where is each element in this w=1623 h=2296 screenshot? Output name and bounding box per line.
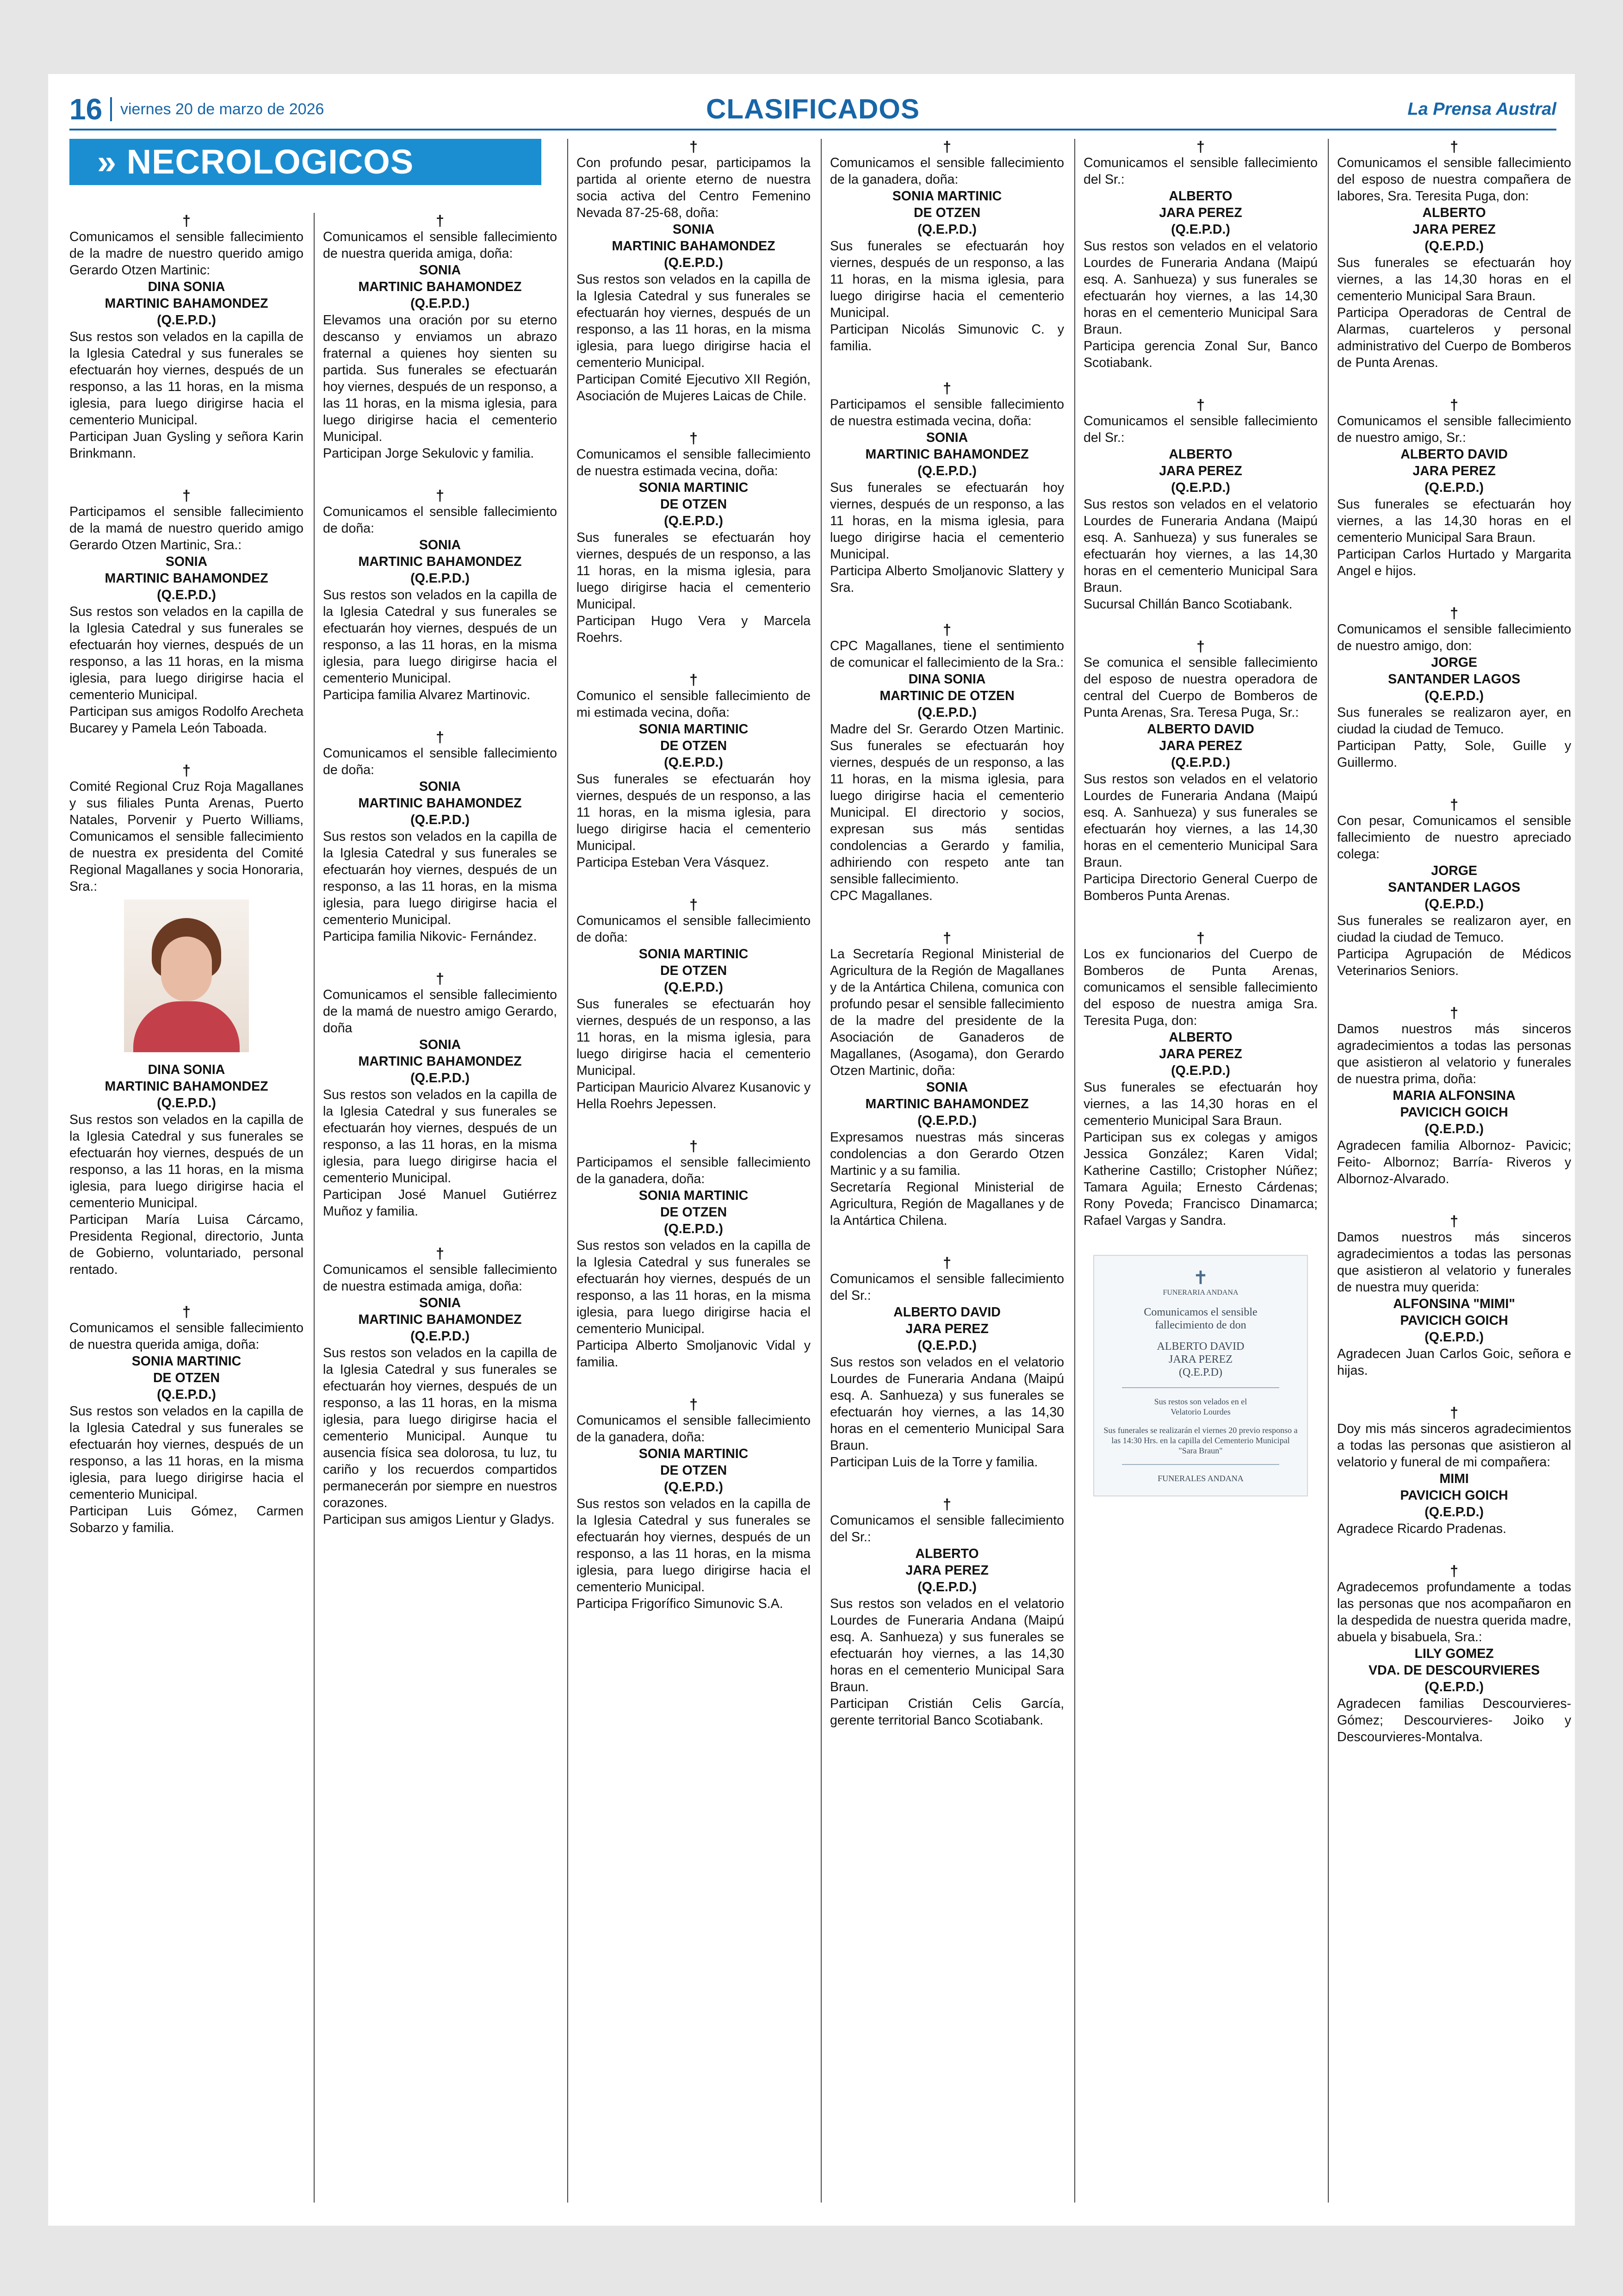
column-2	[323, 213, 557, 2203]
qepd-label: (Q.E.P.D.)	[664, 514, 723, 528]
qepd-label: (Q.E.P.D.)	[157, 1096, 216, 1111]
qepd-label: (Q.E.P.D.)	[664, 1222, 723, 1236]
cross-icon: †	[182, 487, 191, 504]
deceased-surname: DE OTZEN	[660, 1463, 727, 1478]
cross-icon: †	[943, 1496, 951, 1513]
notice-intro: Comunicamos el sensible fallecimiento de nuestra querida amiga, doña:	[323, 230, 557, 261]
notice-intro: Comunicamos el sensible fallecimiento del esposo de nuestra compañera de labores, Sra. Teresita Puga, don:	[1337, 155, 1571, 204]
deceased-surname: PAVICICH GOICH	[1400, 1105, 1508, 1120]
notice-body: Sus funerales se efectuarán hoy viernes, después de un responso, a las 11 horas, en la misma iglesia, para luego dirigirse hacia el cementerio Municipal.	[830, 239, 1064, 320]
section-title: CLASIFICADOS	[706, 93, 920, 124]
deceased-name: MIMI	[1439, 1471, 1469, 1486]
deceased-surname: DE OTZEN	[153, 1371, 220, 1385]
page-number: 16	[69, 93, 103, 126]
obituary-notice	[1337, 605, 1571, 771]
deceased-surname: JARA PEREZ	[905, 1322, 989, 1336]
qepd-label: (Q.E.P.D.)	[1425, 239, 1484, 254]
obituary-notice	[830, 1255, 1064, 1471]
deceased-name: DINA SONIA	[148, 1062, 225, 1077]
deceased-name: ALBERTO	[1169, 189, 1233, 204]
obituary-notice	[830, 622, 1064, 904]
photo-face	[161, 937, 212, 1001]
cross-icon: †	[436, 1245, 444, 1262]
deceased-surname: JARA PEREZ	[1412, 464, 1496, 478]
deceased-name: ALBERTO	[915, 1546, 979, 1561]
cross-icon: †	[1450, 139, 1458, 155]
qepd-label: (Q.E.P.D.)	[917, 1338, 977, 1353]
notice-intro: Participamos el sensible fallecimiento de la ganadera, doña:	[576, 1155, 811, 1186]
deceased-name: LILY GOMEZ	[1414, 1646, 1494, 1661]
notice-intro: La Secretaría Regional Ministerial de Agricultura de la Región de Magallanes y de la Antártica Chilena, comunica con profundo pesar el sensible fallecimiento de la madre del presidente de la Asociación de Ganaderos de Magallanes, (Asogama), don Gerardo Otzen Martinic, doña:	[830, 947, 1064, 1078]
obituary-notice	[576, 139, 811, 404]
deceased-surname: JARA PEREZ	[1159, 738, 1242, 753]
deceased-surname: PAVICICH GOICH	[1400, 1313, 1508, 1328]
obituary-notice	[830, 139, 1064, 354]
notice-signature: Participa familia Alvarez Martinovic.	[323, 688, 531, 702]
notice-intro: CPC Magallanes, tiene el sentimiento de comunicar el fallecimiento de la Sra.:	[830, 639, 1064, 670]
obituary-notice	[830, 380, 1064, 596]
spacer	[1103, 1332, 1298, 1340]
column-divider	[1328, 139, 1329, 2203]
notice-signature: Participan sus amigos Rodolfo Arecheta Bucarey y Pamela León Taboada.	[69, 704, 304, 736]
notice-signature: Participan Luis Gómez, Carmen Sobarzo y familia.	[69, 1504, 304, 1535]
deceased-name: ALBERTO	[1422, 205, 1486, 220]
qepd-label: (Q.E.P.D.)	[664, 255, 723, 270]
cross-icon: †	[1450, 1213, 1458, 1229]
obituary-notice	[69, 213, 304, 462]
qepd-label: (Q.E.P.D.)	[157, 1387, 216, 1402]
notice-intro: Comunicamos el sensible fallecimiento de nuestra querida amiga, doña:	[69, 1321, 304, 1352]
cross-icon: †	[943, 380, 951, 397]
obituary-notice	[323, 488, 557, 703]
deceased-name: ALBERTO	[1169, 1030, 1233, 1045]
card-line: Sus funerales se realizarán el viernes 20 previo responso a las 14:30 Hrs. en la capilla del Cementerio Municipal "Sara Braun"	[1103, 1426, 1298, 1455]
card-brand: FUNERARIA ANDANA	[1163, 1289, 1239, 1297]
notice-intro: Comunicamos el sensible fallecimiento del Sr.:	[1084, 155, 1318, 187]
notice-body: Sus restos son velados en el velatorio Lourdes de Funeraria Andana (Maipú esq. A. Sanhueza) y sus funerales se efectuarán hoy viernes, a las 14,30 horas en el cementerio Municipal Sara Braun.	[1084, 239, 1318, 337]
obituary-notice	[1337, 1563, 1571, 1745]
notice-signature: Agradecen Juan Carlos Goic, señora e hijas.	[1337, 1347, 1571, 1378]
notice-body: Sus funerales se efectuarán hoy viernes, a las 14,30 horas en el cementerio Municipal Sara Braun.	[1084, 1080, 1318, 1128]
deceased-name: JORGE	[1431, 655, 1477, 670]
cross-icon: †	[943, 621, 951, 638]
qepd-label: (Q.E.P.D.)	[410, 1329, 470, 1344]
deceased-surname: MARTINIC BAHAMONDEZ	[865, 1097, 1029, 1111]
notice-intro: Comunico el sensible fallecimiento de mi estimada vecina, doña:	[576, 689, 811, 720]
notice-signature: Participa Alberto Smoljanovic Slattery y Sra.	[830, 564, 1064, 595]
notice-signature: Participan Cristián Celis García, gerente territorial Banco Scotiabank.	[830, 1696, 1064, 1728]
deceased-surname: MARTINIC BAHAMONDEZ	[105, 296, 268, 311]
notice-intro: Comunicamos el sensible fallecimiento de la mamá de nuestro amigo Gerardo, doña	[323, 987, 557, 1036]
deceased-surname: JARA PEREZ	[1159, 205, 1242, 220]
qepd-label: (Q.E.P.D.)	[1425, 1680, 1484, 1694]
deceased-surname: MARTINIC BAHAMONDEZ	[105, 1079, 268, 1094]
cross-icon: †	[436, 729, 444, 745]
obituary-notice	[1084, 397, 1318, 613]
deceased-name: SONIA MARTINIC	[892, 189, 1002, 204]
cross-icon: †	[1450, 605, 1458, 621]
deceased-surname: MARTINIC BAHAMONDEZ	[358, 279, 522, 294]
qepd-label: (Q.E.P.D.)	[410, 1071, 470, 1086]
notice-intro: Comunicamos el sensible fallecimiento de doña:	[576, 913, 811, 945]
notice-intro: Comunicamos el sensible fallecimiento de nuestra estimada amiga, doña:	[323, 1262, 557, 1294]
notice-signature: Participa gerencia Zonal Sur, Banco Scotiabank.	[1084, 339, 1318, 370]
obituary-notice	[576, 1138, 811, 1371]
deceased-name: SONIA MARTINIC	[638, 947, 749, 962]
notice-body: Madre del Sr. Gerardo Otzen Martinic. Sus funerales se efectuarán hoy viernes, después de un responso, a las 11 horas, en la misma iglesia, para luego dirigirse hacia el cementerio Municipal. El directorio y socios, expresan sus más sentidas condolencias a Gerardo y familia, adhiriendo con respeto ante tan sensible fallecimiento.	[830, 722, 1064, 887]
obituary-notice	[323, 971, 557, 1220]
qepd-label: (Q.E.P.D.)	[917, 1113, 977, 1128]
deceased-surname: JARA PEREZ	[1159, 1047, 1242, 1061]
cross-icon: †	[689, 896, 698, 913]
deceased-surname: MARTINIC BAHAMONDEZ	[358, 796, 522, 811]
deceased-name: ALFONSINA "MIMI"	[1393, 1297, 1515, 1311]
notice-signature: Participan Patty, Sole, Guille y Guillermo.	[1337, 738, 1571, 770]
obituary-notice	[323, 729, 557, 945]
notice-signature: Agradece Ricardo Pradenas.	[1337, 1521, 1506, 1536]
notice-body: Sus restos son velados en el velatorio Lourdes de Funeraria Andana (Maipú esq. A. Sanhueza) y sus funerales se efectuarán hoy viernes, a las 14,30 horas en el cementerio Municipal Sara Braun.	[1084, 497, 1318, 595]
notice-signature: Participa Agrupación de Médicos Veterinarios Seniors.	[1337, 947, 1571, 978]
notice-signature: Participan sus ex colegas y amigos Jessica González; Karen Vidal; Katherine Castillo; Cristopher Núñez; Tamara Aguila; Ernesto Cárdenas; Rony Poveda; Francisco Dinamarca; Rafael Vargas y Sandra.	[1084, 1130, 1318, 1228]
deceased-photo	[124, 900, 249, 1052]
notice-body: Sus restos son velados en el velatorio Lourdes de Funeraria Andana (Maipú esq. A. Sanhueza) y sus funerales se efectuarán hoy viernes, a las 14,30 horas en el cementerio Municipal Sara Braun.	[830, 1596, 1064, 1694]
notice-intro: Comunicamos el sensible fallecimiento del Sr.:	[1084, 414, 1318, 445]
obituary-notice	[576, 897, 811, 1112]
notice-signature: Participa Esteban Vera Vásquez.	[576, 855, 769, 870]
notice-signature: Participan sus amigos Lientur y Gladys.	[323, 1512, 555, 1527]
deceased-surname: JARA PEREZ	[1412, 222, 1496, 237]
notice-body: Sus restos son velados en la capilla de la Iglesia Catedral y sus funerales se efectuarán hoy viernes, después de un responso, a las 11 horas, en la misma iglesia, para luego dirigirse hacia el cementerio Municipal.	[323, 1087, 557, 1185]
obituary-notice	[576, 672, 811, 871]
cross-icon: †	[1450, 796, 1458, 813]
deceased-surname: VDA. DE DESCOURVIERES	[1368, 1663, 1540, 1678]
qepd-label: (Q.E.P.D.)	[1171, 755, 1230, 770]
obituary-notice	[1084, 139, 1318, 371]
deceased-surname: MARTINIC BAHAMONDEZ	[358, 1054, 522, 1069]
notice-intro: Doy mis más sinceros agradecimientos a todas las personas que asistieron al velatorio y funeral de mi compañera:	[1337, 1421, 1571, 1470]
obituary-notice	[576, 1396, 811, 1612]
qepd-label: (Q.E.P.D.)	[1425, 480, 1484, 495]
notice-body: Sus restos son velados en la capilla de la Iglesia Catedral y sus funerales se efectuarán hoy viernes, después de un responso, a las 11 horas, en la misma iglesia, para luego dirigirse hacia el cementerio Municipal.	[69, 604, 304, 702]
deceased-surname: DE OTZEN	[913, 205, 981, 220]
deceased-surname: DE OTZEN	[660, 497, 727, 512]
column-5	[1084, 139, 1318, 2203]
necrologicos-banner: » NECROLOGICOS	[69, 139, 541, 185]
cross-icon: †	[1450, 1404, 1458, 1421]
card-line: Comunicamos el sensible	[1144, 1306, 1258, 1318]
qepd-label: (Q.E.P.D.)	[1171, 480, 1230, 495]
qepd-label: (Q.E.P.D.)	[1425, 689, 1484, 703]
notice-signature: Sucursal Chillán Banco Scotiabank.	[1084, 597, 1293, 612]
notice-intro: Comunicamos el sensible fallecimiento de nuestro amigo, Sr.:	[1337, 414, 1571, 445]
notice-body: Sus funerales se realizaron ayer, en ciudad la ciudad de Temuco.	[1337, 705, 1571, 737]
notice-signature: Participa familia Nikovic- Fernández.	[323, 929, 537, 944]
page-header	[69, 93, 1556, 126]
cross-icon: †	[436, 970, 444, 987]
cross-icon: †	[182, 762, 191, 779]
card-rule	[1122, 1387, 1279, 1388]
deceased-name: ALBERTO DAVID	[1147, 722, 1254, 737]
cross-icon: †	[436, 487, 444, 504]
notice-body: Expresamos nuestras más sinceras condolencias a don Gerardo Otzen Martinic y a su familia.	[830, 1130, 1064, 1178]
deceased-name: SONIA	[672, 222, 715, 237]
deceased-name: SONIA	[419, 538, 461, 552]
card-name: ALBERTO DAVID	[1157, 1340, 1245, 1353]
notice-body: Sus funerales se efectuarán hoy viernes, después de un responso, a las 11 horas, en la misma iglesia, para luego dirigirse hacia el cementerio Municipal.	[576, 997, 811, 1078]
deceased-name: ALBERTO DAVID	[893, 1305, 1001, 1320]
deceased-surname: MARTINIC BAHAMONDEZ	[358, 554, 522, 569]
notice-intro: Participamos el sensible fallecimiento de nuestra estimada vecina, doña:	[830, 397, 1064, 428]
notice-intro: Los ex funcionarios del Cuerpo de Bomberos de Punta Arenas, comunicamos el sensible fallecimiento del esposo de nuestra amiga Sra. Teresita Puga, don:	[1084, 947, 1318, 1028]
qepd-label: (Q.E.P.D.)	[1425, 1330, 1484, 1345]
qepd-label: (Q.E.P.D.)	[917, 1580, 977, 1595]
qepd-label: (Q.E.P.D.)	[917, 464, 977, 478]
deceased-name: SONIA	[165, 554, 208, 569]
obituary-notice	[323, 1246, 557, 1528]
notice-intro: Comunicamos el sensible fallecimiento de nuestra estimada vecina, doña:	[576, 447, 811, 478]
header-rule	[69, 129, 1556, 130]
qepd-label: (Q.E.P.D.)	[410, 296, 470, 311]
deceased-surname: DE OTZEN	[660, 1205, 727, 1220]
notice-signature: Participa Frigorífico Simunovic S.A.	[576, 1596, 783, 1611]
qepd-label: (Q.E.P.D.)	[664, 980, 723, 995]
notice-body: Sus restos son velados en la capilla de la Iglesia Catedral y sus funerales se efectuarán hoy viernes, después de un responso, a las 11 horas, en la misma iglesia, para luego dirigirse hacia el cementerio Municipal.	[69, 1112, 304, 1210]
notice-signature: Participan Mauricio Alvarez Kusanovic y Hella Roehrs Jepessen.	[576, 1080, 811, 1111]
deceased-name: SONIA	[926, 430, 968, 445]
obituary-notice	[1084, 930, 1318, 1229]
qepd-label: (Q.E.P.D.)	[664, 1480, 723, 1495]
funeral-card	[1093, 1255, 1308, 1496]
obituary-notice	[1337, 139, 1571, 371]
notice-intro: Comunicamos el sensible fallecimiento del Sr.:	[830, 1272, 1064, 1303]
qepd-label: (Q.E.P.D.)	[157, 588, 216, 602]
card-rule	[1122, 1464, 1279, 1465]
notice-intro: Comunicamos el sensible fallecimiento de la ganadera, doña:	[830, 155, 1064, 187]
deceased-surname: PAVICICH GOICH	[1400, 1488, 1508, 1503]
notice-body: Elevamos una oración por su eterno descanso y enviamos un abrazo fraternal a quienes hoy sienten su partida. Sus funerales se efectuarán hoy viernes, después de un responso, a las 11 horas, en la misma iglesia, para luego dirigirse hacia el cementerio Municipal.	[323, 313, 557, 444]
notice-body: Sus restos son velados en la capilla de la Iglesia Catedral y sus funerales se efectuarán hoy viernes, después de un responso, a las 11 horas, en la misma iglesia, para luego dirigirse hacia el cementerio Municipal. Aunque tu ausencia física sea dolorosa, tu luz, tu cariño y los recuerdos compartidos permanecerán por siempre en nuestros corazones.	[323, 1346, 557, 1510]
cross-icon: †	[1450, 1563, 1458, 1579]
deceased-name: JORGE	[1431, 863, 1477, 878]
obituary-notice	[830, 1496, 1064, 1729]
deceased-surname: MARTINIC BAHAMONDEZ	[358, 1312, 522, 1327]
deceased-surname: MARTINIC BAHAMONDEZ	[612, 239, 775, 254]
notice-intro: Agradecemos profundamente a todas las personas que nos acompañaron en la despedida de nuestra querida madre, abuela y bisabuela, Sra.:	[1337, 1580, 1571, 1644]
spacer	[1103, 1417, 1298, 1425]
deceased-name: ALBERTO	[1169, 447, 1233, 462]
notice-body: Sus restos son velados en la capilla de la Iglesia Catedral y sus funerales se efectuarán hoy viernes, después de un responso, a las 11 horas, en la misma iglesia, para luego dirigirse hacia el cementerio Municipal.	[323, 588, 557, 686]
column-divider	[1074, 139, 1075, 2203]
deceased-surname: MARTINIC BAHAMONDEZ	[865, 447, 1029, 462]
card-surname: JARA PEREZ	[1168, 1353, 1233, 1365]
notice-body: Sus restos son velados en la capilla de la Iglesia Catedral y sus funerales se efectuarán hoy viernes, después de un responso, a las 11 horas, en la misma iglesia, para luego dirigirse hacia el cementerio Municipal.	[323, 829, 557, 927]
publication-date: viernes 20 de marzo de 2026	[120, 100, 324, 118]
cross-icon: †	[943, 1254, 951, 1271]
notice-intro: Comité Regional Cruz Roja Magallanes y sus filiales Punta Arenas, Puerto Natales, Porvenir y Puerto Williams, Comunicamos el sensible fallecimiento de nuestra ex presidenta del Comité Regional Magallanes y socia Honoraria, Sra.:	[69, 779, 304, 894]
cross-icon: †	[182, 1303, 191, 1320]
deceased-name: SONIA MARTINIC	[638, 1446, 749, 1461]
deceased-name: SONIA	[419, 263, 461, 278]
notice-intro: Comunicamos el sensible fallecimiento de la ganadera, doña:	[576, 1413, 811, 1445]
notice-intro: Comunicamos el sensible fallecimiento de doña:	[323, 504, 557, 536]
card-line: fallecimiento de don	[1155, 1319, 1246, 1331]
column-divider	[567, 139, 568, 2203]
obituary-notice	[69, 488, 304, 737]
notice-body: Sus funerales se realizaron ayer, en ciudad la ciudad de Temuco.	[1337, 913, 1571, 945]
column-divider	[821, 139, 822, 2203]
notice-intro: Comunicamos el sensible fallecimiento de nuestro amigo, don:	[1337, 622, 1571, 653]
column-4	[830, 139, 1064, 2203]
cross-icon: †	[689, 1396, 698, 1413]
notice-intro: Comunicamos el sensible fallecimiento del Sr.:	[830, 1513, 1064, 1545]
cross-icon: †	[943, 139, 951, 155]
card-qepd: (Q.E.P.D)	[1179, 1366, 1222, 1378]
notice-intro: Con profundo pesar, participamos la partida al oriente eterno de nuestra socia activa del Centro Femenino Nevada 87-25-68, doña:	[576, 155, 811, 220]
deceased-name: SONIA	[926, 1080, 968, 1095]
deceased-name: MARIA ALFONSINA	[1393, 1088, 1516, 1103]
notice-signature: CPC Magallanes.	[830, 888, 933, 903]
cross-icon: †	[689, 671, 698, 688]
card-line: Sus restos son velados en el	[1154, 1397, 1247, 1406]
cross-icon: †	[1450, 397, 1458, 413]
qepd-label: (Q.E.P.D.)	[157, 313, 216, 328]
notice-body: Sus restos son velados en la capilla de la Iglesia Catedral y sus funerales se efectuarán hoy viernes, después de un responso, a las 11 horas, en la misma iglesia, para luego dirigirse hacia el cementerio Municipal.	[576, 1238, 811, 1336]
notice-signature: Participan José Manuel Gutiérrez Muñoz y familia.	[323, 1187, 557, 1219]
notice-signature: Participa Directorio General Cuerpo de Bomberos Punta Arenas.	[1084, 872, 1318, 903]
qepd-label: (Q.E.P.D.)	[410, 571, 470, 586]
cross-icon: †	[1196, 930, 1205, 946]
deceased-surname: JARA PEREZ	[1159, 464, 1242, 478]
notice-body: Sus funerales se efectuarán hoy viernes, después de un responso, a las 11 horas, en la misma iglesia, para luego dirigirse hacia el cementerio Municipal.	[576, 530, 811, 612]
obituary-notice	[1337, 1005, 1571, 1187]
column-6	[1337, 139, 1571, 2203]
qepd-label: (Q.E.P.D.)	[917, 222, 977, 237]
notice-intro: Comunicamos el sensible fallecimiento de la madre de nuestro querido amigo Gerardo Otzen Martinic:	[69, 230, 304, 278]
qepd-label: (Q.E.P.D.)	[664, 755, 723, 770]
notice-body: Sus restos son velados en la capilla de la Iglesia Catedral y sus funerales se efectuarán hoy viernes, después de un responso, a las 11 horas, en la misma iglesia, para luego dirigirse hacia el cementerio Municipal.	[69, 329, 304, 428]
deceased-name: SONIA MARTINIC	[638, 480, 749, 495]
qepd-label: (Q.E.P.D.)	[1171, 222, 1230, 237]
cross-icon: †	[943, 930, 951, 946]
notice-signature: Participan Jorge Sekulovic y familia.	[323, 446, 534, 461]
cross-icon: †	[1450, 1005, 1458, 1021]
cross-icon: †	[689, 430, 698, 447]
notice-intro: Con pesar, Comunicamos el sensible fallecimiento de nuestro apreciado colega:	[1337, 813, 1571, 862]
deceased-name: SONIA MARTINIC	[638, 722, 749, 737]
cross-icon: †	[689, 139, 698, 155]
card-footer: FUNERALES ANDANA	[1158, 1474, 1244, 1483]
notice-intro: Damos nuestros más sinceros agradecimientos a todas las personas que asistieron al velatorio y funerales de nuestra muy querida:	[1337, 1230, 1571, 1295]
column-divider	[314, 213, 315, 2203]
deceased-surname: DE OTZEN	[660, 738, 727, 753]
deceased-name: SONIA MARTINIC	[638, 1188, 749, 1203]
notice-signature: Participan Juan Gysling y señora Karin Brinkmann.	[69, 429, 304, 461]
obituary-notice	[69, 1304, 304, 1536]
notice-signature: Participan Comité Ejecutivo XII Región, Asociación de Mujeres Laicas de Chile.	[576, 372, 811, 403]
notice-signature: Participan Luis de la Torre y familia.	[830, 1455, 1038, 1470]
obituary-notice	[830, 930, 1064, 1229]
notice-body: Sus restos son velados en el velatorio Lourdes de Funeraria Andana (Maipú esq. A. Sanhueza) y sus funerales se efectuarán hoy viernes, a las 14,30 horas en el cementerio Municipal Sara Braun.	[1084, 772, 1318, 870]
deceased-name: SONIA	[419, 1037, 461, 1052]
notice-intro: Damos nuestros más sinceros agradecimientos a todas las personas que asistieron al velatorio y funerales de nuestra prima, doña:	[1337, 1022, 1571, 1086]
column-3	[576, 139, 811, 2203]
obituary-notice	[1337, 397, 1571, 579]
card-line: Velatorio Lourdes	[1171, 1407, 1231, 1416]
obituary-notice	[1337, 1405, 1571, 1537]
angel-icon: ✝	[1193, 1267, 1208, 1288]
notice-body: Sus funerales se efectuarán hoy viernes, después de un responso, a las 11 horas, en la misma iglesia, para luego dirigirse hacia el cementerio Municipal.	[576, 772, 811, 853]
notice-signature: Participa Operadoras de Central de Alarmas, cuarteleros y personal administrativo del Cuerpo de Bomberos de Punta Arenas.	[1337, 305, 1571, 370]
obituary-notice	[576, 430, 811, 646]
qepd-label: (Q.E.P.D.)	[1425, 1505, 1484, 1520]
notice-body: Sus funerales se efectuarán hoy viernes, a las 14,30 horas en el cementerio Municipal Sara Braun.	[1337, 255, 1571, 304]
notice-signature: Participa Alberto Smoljanovic Vidal y familia.	[576, 1338, 811, 1370]
notice-intro: Se comunica el sensible fallecimiento del esposo de nuestra operadora de central del Cuerpo de Bomberos de Punta Arenas, Sra. Teresa Puga, Sr.:	[1084, 655, 1318, 720]
notice-intro: Participamos el sensible fallecimiento de la mamá de nuestro querido amigo Gerardo Otzen Martinic, Sra.:	[69, 504, 304, 552]
notice-signature: Participan Carlos Hurtado y Margarita Angel e hijos.	[1337, 547, 1571, 578]
notice-body: Sus funerales se efectuarán hoy viernes, a las 14,30 horas en el cementerio Municipal Sara Braun.	[1337, 497, 1571, 545]
cross-icon: †	[1196, 638, 1205, 655]
obituary-notice	[69, 763, 304, 1278]
notice-signature: Agradecen familias Descourvieres- Gómez; Descourvieres- Joiko y Descourvieres-Montalva.	[1337, 1696, 1571, 1744]
deceased-surname: MARTINIC DE OTZEN	[880, 689, 1015, 703]
notice-body: Sus restos son velados en la capilla de la Iglesia Catedral y sus funerales se efectuarán hoy viernes, después de un responso, a las 11 horas, en la misma iglesia, para luego dirigirse hacia el cementerio Municipal.	[576, 272, 811, 370]
cross-icon: †	[182, 213, 191, 229]
qepd-label: (Q.E.P.D.)	[1171, 1063, 1230, 1078]
notice-signature: Participan Hugo Vera y Marcela Roehrs.	[576, 614, 811, 645]
notice-signature: Secretaría Regional Ministerial de Agricultura, Región de Magallanes y de la Antártica Chilena.	[830, 1180, 1064, 1228]
deceased-surname: MARTINIC BAHAMONDEZ	[105, 571, 268, 586]
notice-signature: Participan María Luisa Cárcamo, Presidenta Regional, directorio, Junta de Gobierno, voluntariado, personal rentado.	[69, 1212, 304, 1277]
notice-body: Sus restos son velados en la capilla de la Iglesia Catedral y sus funerales se efectuarán hoy viernes, después de un responso, a las 11 horas, en la misma iglesia, para luego dirigirse hacia el cementerio Municipal.	[576, 1496, 811, 1595]
notice-body: Sus restos son velados en el velatorio Lourdes de Funeraria Andana (Maipú esq. A. Sanhueza) y sus funerales se efectuarán hoy viernes, a las 14,30 horas en el cementerio Municipal Sara Braun.	[830, 1355, 1064, 1453]
deceased-surname: SANTANDER LAGOS	[1388, 672, 1521, 687]
notice-body: Sus funerales se efectuarán hoy viernes, después de un responso, a las 11 horas, en la misma iglesia, para luego dirigirse hacia el cementerio Municipal.	[830, 480, 1064, 562]
obituary-notice	[1337, 797, 1571, 979]
photo-body	[133, 1001, 240, 1052]
notice-body: Sus restos son velados en la capilla de la Iglesia Catedral y sus funerales se efectuarán hoy viernes, después de un responso, a las 11 horas, en la misma iglesia, para luego dirigirse hacia el cementerio Municipal.	[69, 1404, 304, 1502]
qepd-label: (Q.E.P.D.)	[1425, 897, 1484, 912]
deceased-name: SONIA MARTINIC	[131, 1354, 242, 1369]
deceased-name: SONIA	[419, 779, 461, 794]
cross-icon: †	[1196, 397, 1205, 413]
obituary-notice	[1337, 1213, 1571, 1379]
cross-icon: †	[1196, 139, 1205, 155]
deceased-surname: JARA PEREZ	[905, 1563, 989, 1578]
cross-icon: †	[436, 213, 444, 229]
obituary-notice	[323, 213, 557, 462]
notice-intro: Comunicamos el sensible fallecimiento de doña:	[323, 746, 557, 777]
column-1	[69, 213, 304, 2203]
qepd-label: (Q.E.P.D.)	[917, 705, 977, 720]
notice-signature: Agradecen familia Albornoz- Pavicic; Feito- Albornoz; Barría- Riveros y Albornoz-Alvarado.	[1337, 1138, 1571, 1186]
qepd-label: (Q.E.P.D.)	[1425, 1122, 1484, 1136]
obituary-notice	[1084, 639, 1318, 904]
newspaper-page	[48, 74, 1575, 2226]
newspaper-name: La Prensa Austral	[1407, 99, 1556, 119]
deceased-surname: DE OTZEN	[660, 963, 727, 978]
deceased-name: SONIA	[419, 1296, 461, 1310]
qepd-label: (Q.E.P.D.)	[410, 813, 470, 827]
deceased-name: ALBERTO DAVID	[1400, 447, 1508, 462]
deceased-name: DINA SONIA	[908, 672, 986, 687]
deceased-surname: SANTANDER LAGOS	[1388, 880, 1521, 895]
cross-icon: †	[689, 1138, 698, 1154]
deceased-name: DINA SONIA	[148, 279, 225, 294]
notice-signature: Participan Nicolás Simunovic C. y familia.	[830, 322, 1064, 354]
